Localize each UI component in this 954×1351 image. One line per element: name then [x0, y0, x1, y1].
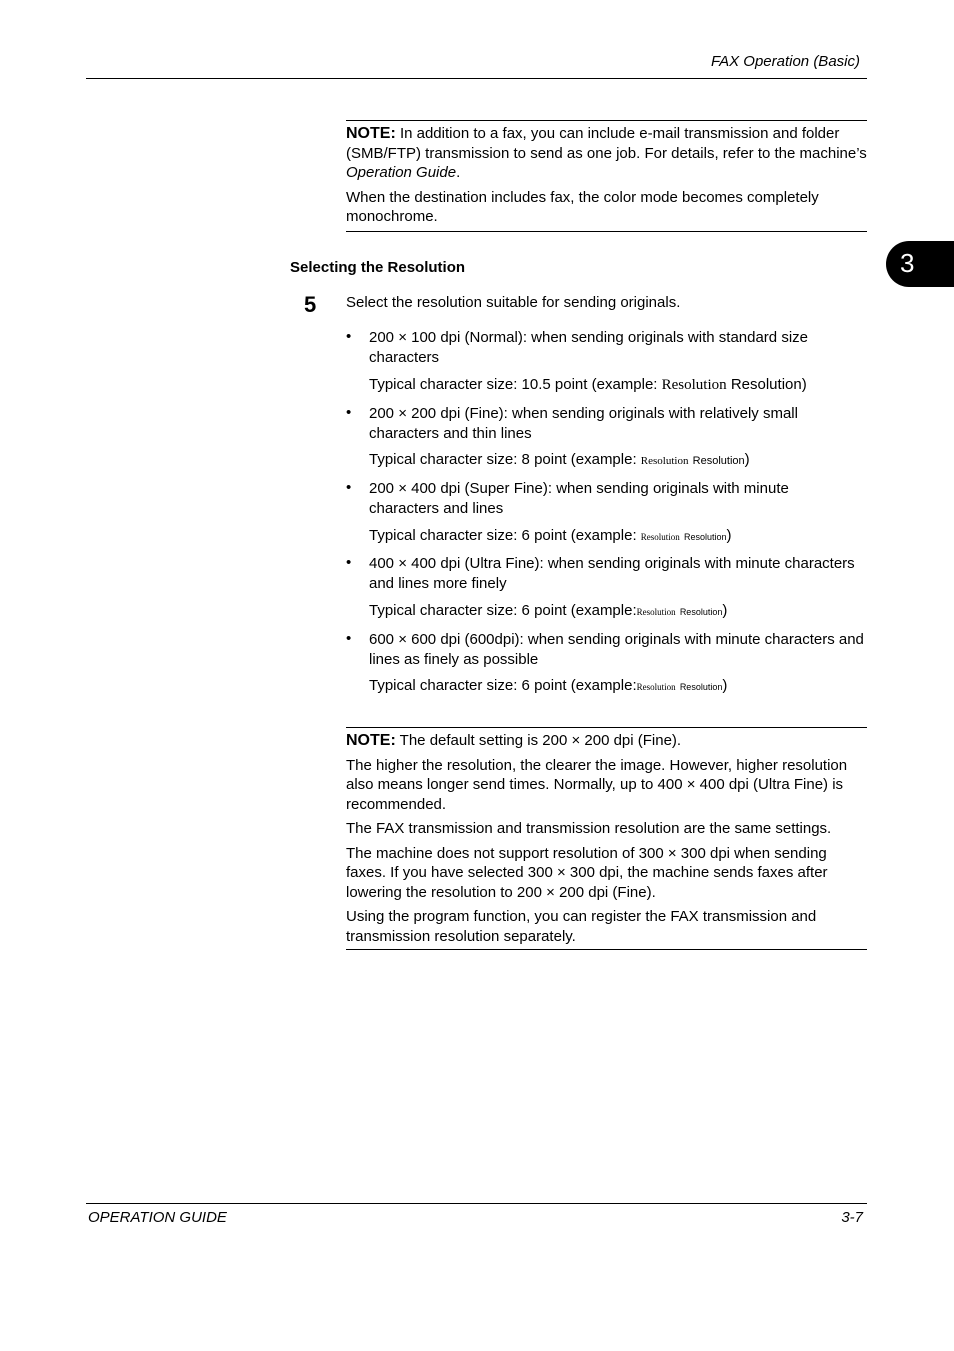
example-serif: Resolution	[636, 682, 676, 692]
bullet-marker: •	[346, 404, 352, 421]
bullet-4-text: 400 × 400 dpi (Ultra Fine): when sending originals with minute characters and lines more finely	[369, 555, 855, 592]
step-number: 5	[304, 292, 317, 317]
note2-paragraph-5: Using the program function, you can register the FAX transmission and transmission resolution separately.	[346, 908, 817, 945]
bullet-5-text: 600 × 600 dpi (600dpi): when sending originals with minute characters and lines as finely as possible	[369, 631, 864, 668]
chapter-tab	[886, 241, 954, 287]
note2-paragraph-1: NOTE: The default setting is 200 × 200 dpi (Fine).	[346, 732, 682, 749]
note1-bottom-rule	[346, 231, 867, 232]
example-sans: Resolution	[692, 455, 745, 467]
bullet-1-typical: Typical character size: 10.5 point (example: Resolution Resolution)	[369, 376, 807, 393]
example-serif: Resolution	[661, 377, 727, 393]
section-heading: Selecting the Resolution	[290, 259, 466, 276]
example-sans: Resolution	[679, 682, 723, 692]
note2-bottom-rule	[346, 949, 867, 950]
note1-label: NOTE:	[346, 125, 396, 142]
example-serif: Resolution	[640, 532, 680, 542]
step-text: Select the resolution suitable for sending originals.	[346, 294, 681, 311]
operation-guide-ref: Operation Guide	[346, 164, 457, 181]
note2-label: NOTE:	[346, 732, 396, 749]
example-serif: Resolution	[640, 455, 689, 467]
note2-paragraph-4: The machine does not support resolution of 300 × 300 dpi when sending faxes. If you have selected 300 × 300 dpi, the machine sends faxes after lowering the resolution to 200 × 200 dpi (Fine).	[346, 844, 828, 901]
note1-paragraph-2: When the destination includes fax, the color mode becomes completely monochrome.	[346, 188, 819, 225]
note2-top-rule	[346, 727, 867, 728]
header-rule	[86, 78, 867, 79]
footer-title: OPERATION GUIDE	[88, 1209, 227, 1226]
note1-top-rule	[346, 120, 867, 121]
page-number: 3-7	[841, 1209, 863, 1226]
header-title: FAX Operation (Basic)	[711, 53, 860, 70]
note2	[346, 731, 870, 946]
bullet-1-text: 200 × 100 dpi (Normal): when sending originals with standard size characters	[369, 329, 808, 366]
note1	[346, 124, 868, 227]
bullet-3-text: 200 × 400 dpi (Super Fine): when sending originals with minute characters and lines	[369, 480, 789, 517]
bullet-marker: •	[346, 630, 352, 647]
footer-rule	[86, 1203, 867, 1204]
note2-paragraph-2: The higher the resolution, the clearer the image. However, higher resolution also means longer send times. Normally, up to 400 × 400 dpi (Ultra Fine) is recommended.	[346, 756, 848, 813]
note2-paragraph-3: The FAX transmission and transmission resolution are the same settings.	[346, 820, 832, 837]
bullet-4-typical: Typical character size: 6 point (example:Resolution Resolution)	[369, 602, 728, 619]
bullet-marker: •	[346, 554, 352, 571]
bullet-2-typical: Typical character size: 8 point (example: Resolution Resolution)	[369, 451, 750, 468]
example-sans: Resolution	[683, 532, 727, 542]
bullet-5-typical: Typical character size: 6 point (example:Resolution Resolution)	[369, 677, 728, 694]
note1-paragraph-1: NOTE: In addition to a fax, you can include e-mail transmission and folder (SMB/FTP) transmission to send as one job. For details, refer to the machine’s Operation Guide.	[346, 125, 867, 181]
bullet-3-typical: Typical character size: 6 point (example: Resolution Resolution)	[369, 527, 732, 544]
example-sans: Resolution	[679, 607, 723, 617]
bullet-2-text: 200 × 200 dpi (Fine): when sending originals with relatively small characters and thin lines	[369, 405, 798, 442]
bullet-marker: •	[346, 328, 352, 345]
example-sans: Resolution	[730, 376, 802, 393]
bullet-marker: •	[346, 479, 352, 496]
chapter-number: 3	[900, 248, 915, 278]
example-serif: Resolution	[636, 607, 676, 617]
